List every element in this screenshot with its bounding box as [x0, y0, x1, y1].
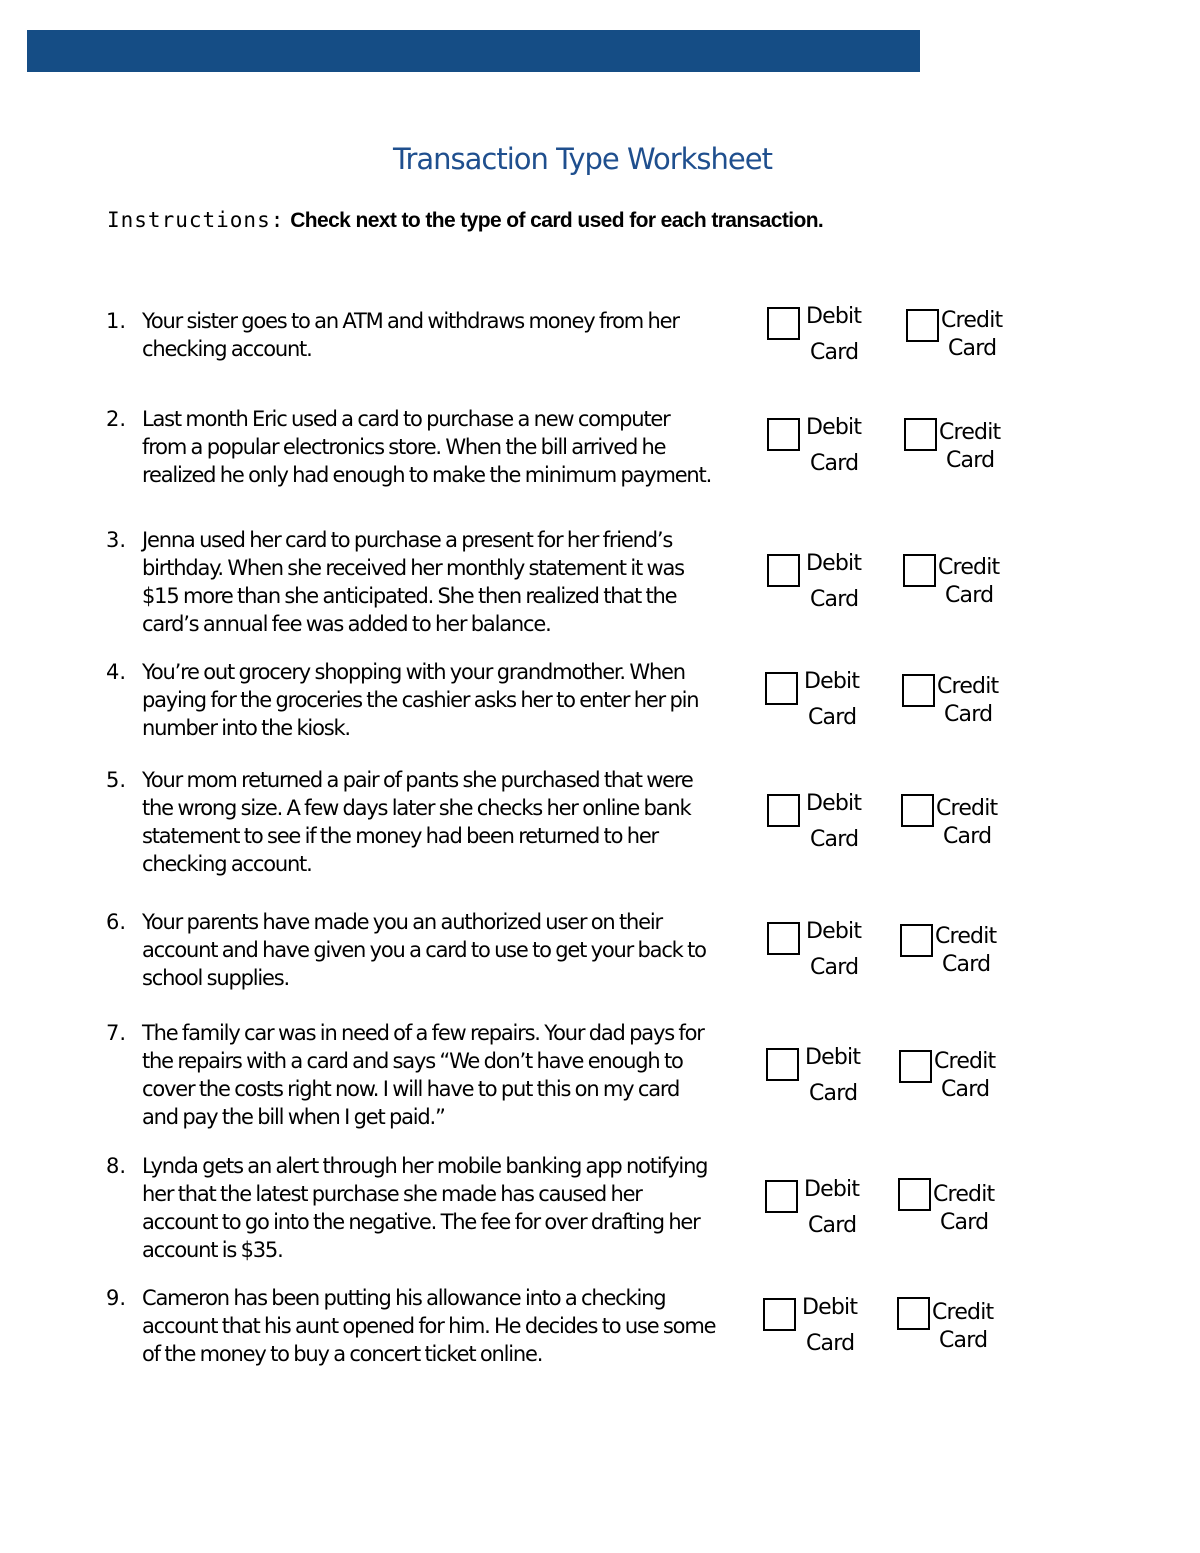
question-line: statement to see if the money had been returned to her	[142, 824, 658, 848]
credit-card-label: Credit	[935, 924, 997, 949]
question-number: 6.	[106, 910, 127, 934]
debit-card-checkbox[interactable]	[767, 418, 800, 451]
debit-card-checkbox[interactable]	[765, 672, 798, 705]
debit-card-label: Debit	[804, 669, 860, 694]
debit-card-checkbox[interactable]	[767, 794, 800, 827]
question-line: and pay the bill when I get paid.”	[142, 1105, 445, 1129]
credit-card-label: Credit	[938, 555, 1000, 580]
credit-card-checkbox[interactable]	[901, 794, 934, 827]
question-line: number into the kiosk.	[142, 716, 350, 740]
question-line: school supplies.	[142, 966, 289, 990]
debit-card-sublabel: Card	[810, 955, 859, 980]
instructions-text: Check next to the type of card used for each transaction.	[290, 209, 824, 232]
question-line: of the money to buy a concert ticket online.	[142, 1342, 543, 1366]
question-line: the wrong size. A few days later she checks her online bank	[142, 796, 691, 820]
question-line: her that the latest purchase she made has caused her	[142, 1182, 642, 1206]
question-line: realized he only had enough to make the minimum payment.	[142, 463, 712, 487]
question-line: card’s annual fee was added to her balance.	[142, 612, 551, 636]
question-line: Lynda gets an alert through her mobile banking app notifying	[142, 1154, 708, 1178]
question-line: checking account.	[142, 852, 312, 876]
debit-card-label: Debit	[806, 551, 862, 576]
credit-card-sublabel: Card	[942, 952, 991, 977]
debit-card-sublabel: Card	[808, 705, 857, 730]
question-number: 5.	[106, 768, 127, 792]
question-number: 2.	[106, 407, 127, 431]
debit-card-label: Debit	[806, 304, 862, 329]
credit-card-sublabel: Card	[944, 702, 993, 727]
question-line: You’re out grocery shopping with your grandmother. When	[142, 660, 685, 684]
debit-card-label: Debit	[806, 415, 862, 440]
instructions	[107, 208, 823, 233]
question-line: paying for the groceries the cashier asks her to enter her pin	[142, 688, 699, 712]
credit-card-sublabel: Card	[940, 1210, 989, 1235]
debit-card-label: Debit	[806, 919, 862, 944]
debit-card-label: Debit	[802, 1295, 858, 1320]
question-line: account is $35.	[142, 1238, 283, 1262]
credit-card-sublabel: Card	[945, 583, 994, 608]
question-text	[142, 1152, 762, 1264]
page-title: Transaction Type Worksheet	[393, 142, 772, 176]
credit-card-sublabel: Card	[946, 448, 995, 473]
question-text	[142, 766, 762, 878]
debit-card-label: Debit	[805, 1045, 861, 1070]
debit-card-checkbox[interactable]	[765, 1180, 798, 1213]
credit-card-label: Credit	[941, 308, 1003, 333]
question-text	[142, 405, 762, 489]
credit-card-checkbox[interactable]	[898, 1178, 931, 1211]
question-line: Cameron has been putting his allowance into a checking	[142, 1286, 666, 1310]
question-line: birthday. When she received her monthly statement it was	[142, 556, 684, 580]
question-text	[142, 1284, 762, 1368]
credit-card-label: Credit	[936, 796, 998, 821]
question-number: 8.	[106, 1154, 127, 1178]
question-number: 3.	[106, 528, 127, 552]
question-text	[142, 1019, 762, 1131]
debit-card-label: Debit	[806, 791, 862, 816]
credit-card-checkbox[interactable]	[897, 1297, 930, 1330]
debit-card-label: Debit	[804, 1177, 860, 1202]
question-line: account and have given you a card to use to get your back to	[142, 938, 706, 962]
question-number: 7.	[106, 1021, 127, 1045]
credit-card-checkbox[interactable]	[904, 418, 937, 451]
credit-card-checkbox[interactable]	[903, 554, 936, 587]
debit-card-sublabel: Card	[806, 1331, 855, 1356]
credit-card-label: Credit	[933, 1182, 995, 1207]
question-line: Your mom returned a pair of pants she purchased that were	[142, 768, 693, 792]
question-text	[142, 908, 762, 992]
question-number: 4.	[106, 660, 127, 684]
question-line: account that his aunt opened for him. He decides to use some	[142, 1314, 716, 1338]
question-text	[142, 658, 762, 742]
question-number: 1.	[106, 309, 127, 333]
debit-card-sublabel: Card	[810, 340, 859, 365]
debit-card-checkbox[interactable]	[763, 1298, 796, 1331]
question-number: 9.	[106, 1286, 127, 1310]
debit-card-checkbox[interactable]	[767, 554, 800, 587]
credit-card-label: Credit	[934, 1049, 996, 1074]
question-line: cover the costs right now. I will have to put this on my card	[142, 1077, 680, 1101]
question-line: Last month Eric used a card to purchase a new computer	[142, 407, 670, 431]
debit-card-sublabel: Card	[808, 1213, 857, 1238]
credit-card-checkbox[interactable]	[899, 1050, 932, 1083]
question-line: checking account.	[142, 337, 312, 361]
question-line: The family car was in need of a few repairs. Your dad pays for	[142, 1021, 704, 1045]
credit-card-label: Credit	[937, 674, 999, 699]
credit-card-checkbox[interactable]	[906, 309, 939, 342]
debit-card-checkbox[interactable]	[767, 307, 800, 340]
credit-card-sublabel: Card	[948, 336, 997, 361]
question-text	[142, 526, 762, 638]
debit-card-sublabel: Card	[809, 1081, 858, 1106]
credit-card-label: Credit	[939, 420, 1001, 445]
credit-card-sublabel: Card	[943, 824, 992, 849]
question-line: Jenna used her card to purchase a present for her friend’s	[142, 528, 673, 552]
question-line: from a popular electronics store. When the bill arrived he	[142, 435, 666, 459]
credit-card-checkbox[interactable]	[902, 674, 935, 707]
instructions-label: Instructions:	[107, 208, 285, 232]
question-line: the repairs with a card and says “We don’t have enough to	[142, 1049, 683, 1073]
question-line: Your parents have made you an authorized user on their	[142, 910, 662, 934]
question-text	[142, 307, 762, 363]
credit-card-checkbox[interactable]	[900, 924, 933, 957]
debit-card-checkbox[interactable]	[766, 1048, 799, 1081]
debit-card-sublabel: Card	[810, 451, 859, 476]
debit-card-checkbox[interactable]	[767, 922, 800, 955]
credit-card-label: Credit	[932, 1300, 994, 1325]
question-line: Your sister goes to an ATM and withdraws money from her	[142, 309, 679, 333]
question-line: $15 more than she anticipated. She then realized that the	[142, 584, 677, 608]
debit-card-sublabel: Card	[810, 587, 859, 612]
header-bar	[27, 30, 920, 72]
credit-card-sublabel: Card	[941, 1077, 990, 1102]
debit-card-sublabel: Card	[810, 827, 859, 852]
credit-card-sublabel: Card	[939, 1328, 988, 1353]
question-line: account to go into the negative. The fee for over drafting her	[142, 1210, 700, 1234]
